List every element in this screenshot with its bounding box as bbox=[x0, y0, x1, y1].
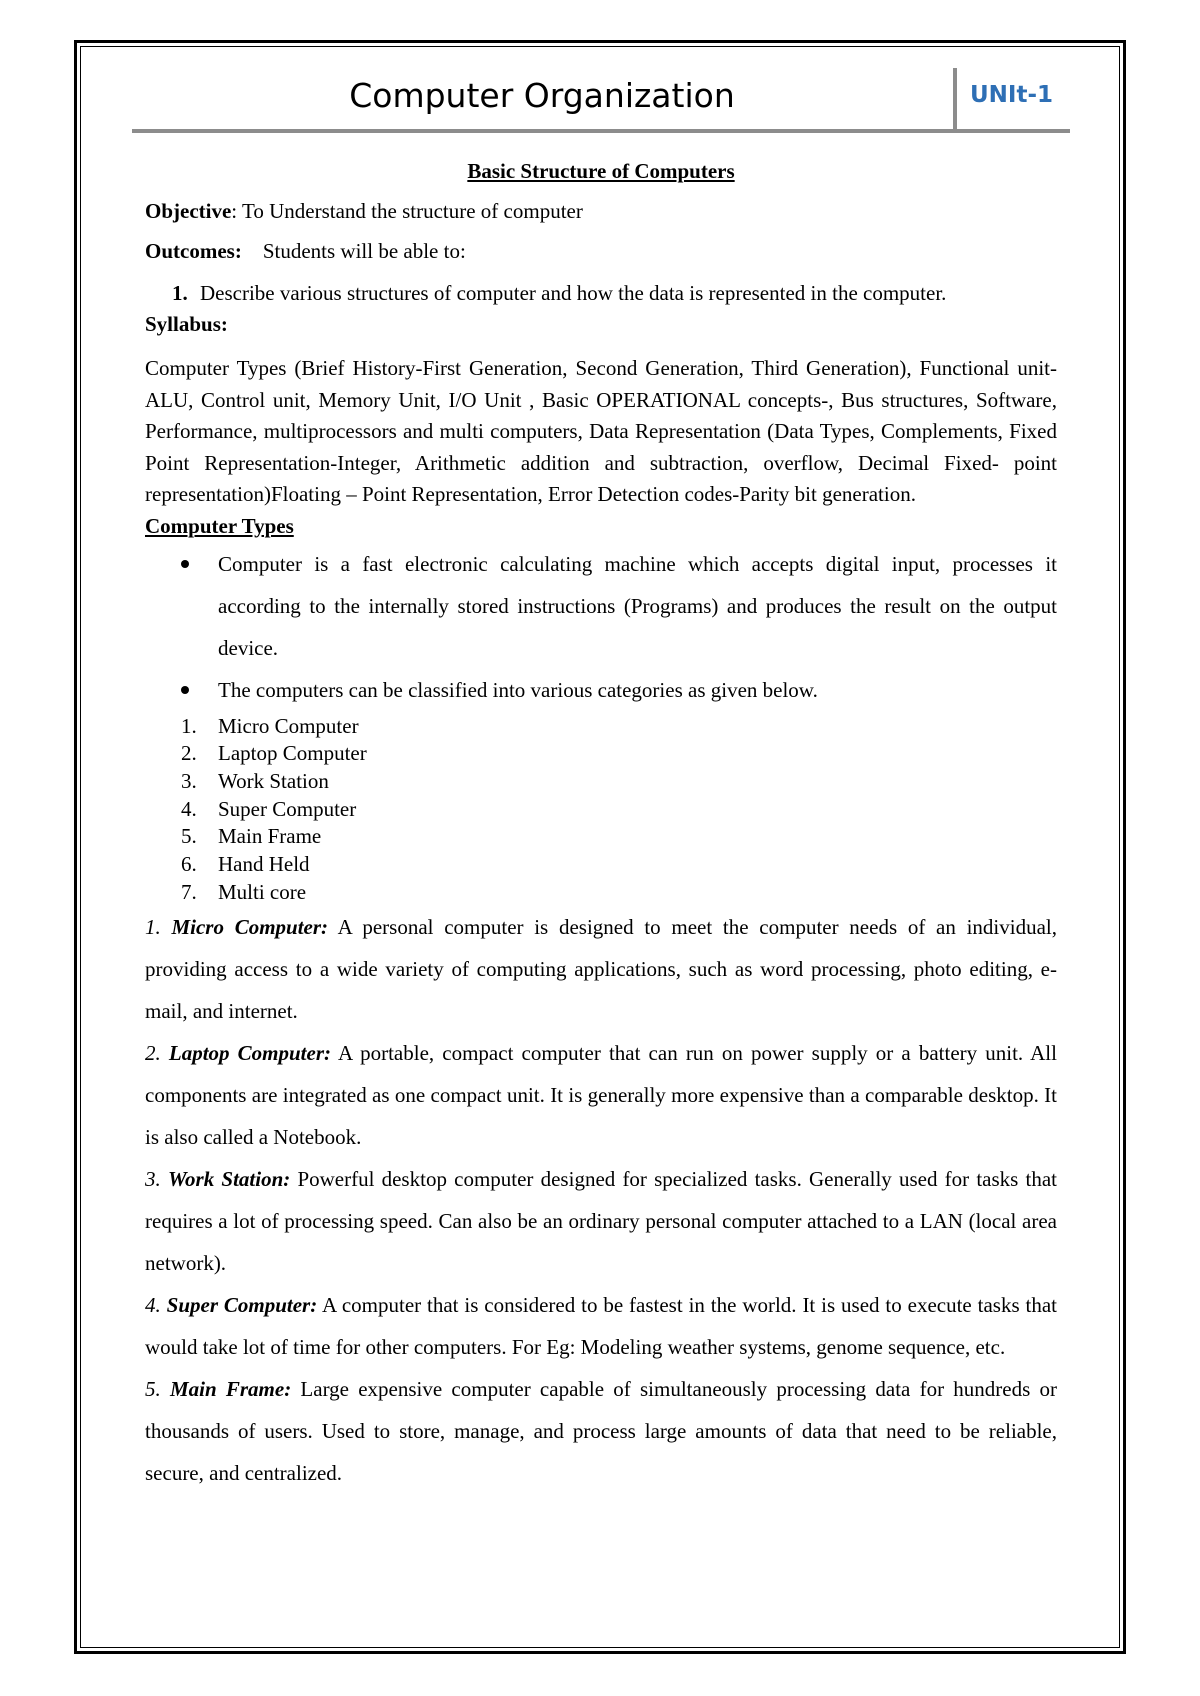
bullet-text: The computers can be classified into various categories as given below. bbox=[218, 677, 818, 702]
objective-line bbox=[145, 196, 1057, 226]
syllabus-heading: Syllabus: bbox=[145, 312, 228, 336]
list-number: 3. bbox=[181, 768, 197, 793]
description-number: 2. bbox=[145, 1041, 161, 1066]
description-text: A personal computer is designed to meet the computer needs of an individual, providing access to a wide variety of computing applications, such as word processing, photo editing, e-mail, and internet. bbox=[145, 915, 1058, 1024]
header-title: Computer Organization bbox=[349, 76, 735, 115]
description-number: 5. bbox=[145, 1377, 161, 1402]
list-item bbox=[145, 713, 1057, 741]
list-text: Super Computer bbox=[218, 796, 357, 821]
list-text: Laptop Computer bbox=[218, 741, 367, 766]
objective-label: Objective bbox=[145, 199, 232, 223]
outcomes-list bbox=[145, 280, 1057, 307]
description-text: A computer that is considered to be fastest in the world. It is used to execute tasks that would take lot of time for other computers. For Eg: Modeling weather systems, genome sequence, etc. bbox=[145, 1293, 1057, 1360]
list-number: 7. bbox=[181, 879, 197, 904]
objective-text: : To Understand the structure of computer bbox=[231, 199, 583, 223]
bullet-item bbox=[145, 543, 1057, 669]
outcome-text: Describe various structures of computer and how the data is represented in the computer. bbox=[200, 281, 947, 305]
computer-types-list bbox=[145, 713, 1057, 907]
description-label: Micro Computer: bbox=[171, 915, 329, 940]
list-item bbox=[145, 796, 1057, 824]
bullet-icon bbox=[181, 686, 189, 694]
description-number: 1. bbox=[145, 915, 161, 940]
list-number: 1. bbox=[181, 713, 197, 738]
list-item bbox=[145, 768, 1057, 796]
list-text: Hand Held bbox=[218, 852, 310, 877]
description-super-computer bbox=[145, 1284, 1057, 1368]
description-work-station bbox=[145, 1158, 1057, 1284]
description-label: Super Computer: bbox=[166, 1293, 318, 1318]
list-number: 6. bbox=[181, 852, 197, 877]
list-item bbox=[145, 823, 1057, 851]
bullet-list bbox=[145, 543, 1057, 711]
document-body bbox=[145, 156, 1057, 1494]
description-label: Laptop Computer: bbox=[168, 1041, 331, 1066]
list-number: 2. bbox=[181, 741, 197, 766]
header-rule bbox=[132, 129, 1070, 133]
bullet-item bbox=[145, 669, 1057, 711]
bullet-text: Computer is a fast electronic calculating machine which accepts digital input, processes it according to the internally stored instructions (Programs) and produces the result on the output device. bbox=[218, 551, 1057, 660]
outcome-item bbox=[145, 280, 1057, 307]
header-separator bbox=[953, 68, 957, 130]
outcomes-label: Outcomes: bbox=[145, 239, 242, 263]
outcome-number: 1. bbox=[172, 281, 188, 305]
unit-label: UNIt-1 bbox=[970, 82, 1054, 108]
main-title: Basic Structure of Computers bbox=[467, 159, 735, 183]
description-label: Work Station: bbox=[167, 1167, 291, 1192]
outcomes-text: Students will be able to: bbox=[262, 239, 466, 263]
list-number: 4. bbox=[181, 796, 197, 821]
list-text: Multi core bbox=[218, 879, 307, 904]
section-heading-computer-types: Computer Types bbox=[145, 513, 294, 538]
description-number: 3. bbox=[145, 1167, 161, 1192]
description-text: A portable, compact computer that can run on power supply or a battery unit. All components are integrated as one compact unit. It is generally more expensive than a comparable desktop. It is also called a Notebook. bbox=[145, 1041, 1057, 1150]
outcomes-line bbox=[145, 236, 1057, 266]
list-item bbox=[145, 879, 1057, 907]
list-text: Work Station bbox=[218, 768, 329, 793]
description-text: Powerful desktop computer designed for specialized tasks. Generally used for tasks that requires a lot of processing speed. Can also be an ordinary personal computer attached to a LAN (local area network). bbox=[145, 1167, 1057, 1276]
description-label: Main Frame: bbox=[169, 1377, 292, 1402]
syllabus-text: Computer Types (Brief History-First Generation, Second Generation, Third Generation), Functional unit-ALU, Control unit, Memory Unit, I/O Unit , Basic OPERATIONAL concepts-, Bus structures, Software, Performance, multiprocessors and multi computers, Data Representation (Data Types, Complements, Fixed Point Representation-Integer, Arithmetic addition and subtraction, overflow, Decimal Fixed- point representation)Floating – Point Representation, Error Detection codes-Parity bit generation. bbox=[145, 356, 1057, 506]
list-text: Micro Computer bbox=[218, 713, 359, 738]
bullet-icon bbox=[181, 560, 189, 568]
list-number: 5. bbox=[181, 824, 197, 849]
description-laptop-computer bbox=[145, 1032, 1057, 1158]
list-item bbox=[145, 851, 1057, 879]
list-item bbox=[145, 740, 1057, 768]
description-main-frame bbox=[145, 1368, 1057, 1494]
description-text: Large expensive computer capable of simultaneously processing data for hundreds or thousands of users. Used to store, manage, and process large amounts of data that need to be reliable, secure, and centralized. bbox=[145, 1377, 1057, 1486]
description-number: 4. bbox=[145, 1293, 161, 1318]
description-micro-computer bbox=[145, 906, 1057, 1032]
list-text: Main Frame bbox=[218, 824, 322, 849]
